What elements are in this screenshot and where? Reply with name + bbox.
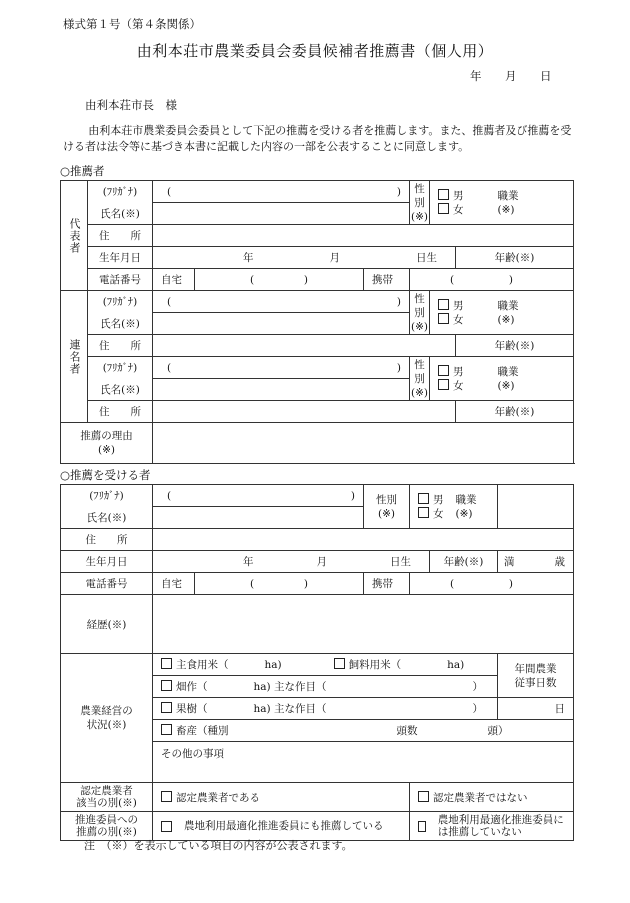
mobile-label: 携帯 xyxy=(364,269,410,291)
certified-label xyxy=(61,783,153,812)
feed-rice-checkbox[interactable] xyxy=(334,658,345,669)
annual-days-label xyxy=(498,654,574,698)
other-label: その他の事項 xyxy=(161,748,224,760)
birth-day: 日生 xyxy=(390,556,411,568)
r-mobile-field[interactable] xyxy=(410,573,574,595)
r-address-field[interactable] xyxy=(153,529,574,551)
furigana-label: (ﾌﾘｶﾞﾅ) xyxy=(88,181,153,203)
annual-days-text: 年間農業 xyxy=(514,662,557,675)
certified-yes-label: 認定農業者である xyxy=(176,791,260,804)
home-label: 自宅 xyxy=(153,269,195,291)
occupation-mark: (※) xyxy=(455,507,473,520)
male-checkbox[interactable] xyxy=(438,189,449,200)
orchard-crop-close: ） xyxy=(472,703,483,715)
name-label: 氏名(※) xyxy=(88,203,153,225)
joint2-gender-label xyxy=(410,357,430,401)
gender-mark: (※) xyxy=(411,386,428,399)
promo-no-checkbox[interactable] xyxy=(418,821,426,832)
annual-days-field[interactable] xyxy=(498,698,574,720)
paren-open: ( xyxy=(167,361,172,374)
recommender-table xyxy=(60,180,574,464)
address-field[interactable] xyxy=(153,225,574,247)
field-crop-label: 主な作目（ xyxy=(273,681,327,693)
joint-occupation-label xyxy=(498,291,574,335)
promo-yes[interactable] xyxy=(153,812,410,841)
promo-text2: 推薦の別(※) xyxy=(76,826,137,838)
r-furigana-field[interactable] xyxy=(153,485,364,507)
female-label: 女 xyxy=(453,379,464,392)
joint-name-label: 氏名(※) xyxy=(88,313,153,335)
female-checkbox[interactable] xyxy=(438,379,449,390)
joint2-address-label: 住 所 xyxy=(88,401,153,423)
female-checkbox[interactable] xyxy=(418,507,429,518)
birth-month: 月 xyxy=(329,252,340,264)
joint2-furigana-field[interactable] xyxy=(153,357,410,379)
address-label: 住 所 xyxy=(88,225,153,247)
reason-text: 推薦の理由 xyxy=(80,430,133,442)
certified-text: 認定農業者 xyxy=(80,785,133,797)
birth-day: 日生 xyxy=(416,252,437,264)
joint2-furigana-label: (ﾌﾘｶﾞﾅ) xyxy=(88,357,153,379)
r-birthdate-label: 生年月日 xyxy=(61,551,153,573)
promo-label xyxy=(61,812,153,841)
livestock-row[interactable] xyxy=(153,720,574,742)
r-occupation-field[interactable] xyxy=(498,485,574,529)
joint-label: 連名者 xyxy=(68,338,81,375)
paren-close: ) xyxy=(396,361,401,374)
female-checkbox[interactable] xyxy=(438,203,449,214)
occupation-text: 職業 xyxy=(497,299,519,312)
annual-days-unit: 日 xyxy=(554,703,565,715)
occupation-mark: (※) xyxy=(497,203,515,216)
r-home-phone-field[interactable] xyxy=(195,573,364,595)
promo-yes-checkbox[interactable] xyxy=(161,821,172,832)
female-checkbox[interactable] xyxy=(438,313,449,324)
mobile-field[interactable] xyxy=(410,269,574,291)
joint2-age-label: 年齢(※) xyxy=(456,401,574,423)
r-occupation-label xyxy=(456,485,498,529)
name-field[interactable] xyxy=(153,203,410,225)
promo-no-label: 農地利用最適化推進委員には推薦していない xyxy=(437,814,564,838)
birthdate-field[interactable] xyxy=(153,247,456,269)
r-gender-options[interactable] xyxy=(410,485,456,529)
date-day: 日 xyxy=(540,69,552,83)
certified-no-checkbox[interactable] xyxy=(418,791,429,802)
occupation-mark: (※) xyxy=(497,379,515,392)
birth-year: 年 xyxy=(243,252,254,264)
home-paren-open: ( xyxy=(250,273,255,286)
mobile-paren-close: ) xyxy=(508,577,513,590)
page-title: 由利本荘市農業委員会委員候補者推薦書（個人用） xyxy=(136,42,494,60)
male-label: 男 xyxy=(453,299,464,312)
orchard-checkbox[interactable] xyxy=(161,702,172,713)
male-checkbox[interactable] xyxy=(418,493,429,504)
joint-address-field[interactable] xyxy=(153,335,456,357)
intro-text: 由利本荘市農業委員会委員として下記の推薦を受ける者を推薦します。また、推薦者及び推薦を受ける者は法令等に基づき本書に記載した内容の一部を公表することに同意します。 xyxy=(63,124,572,153)
gender-mark: (※) xyxy=(411,210,428,223)
joint2-occupation-label xyxy=(498,357,574,401)
r-furigana-label: (ﾌﾘｶﾞﾅ) xyxy=(61,485,153,507)
age-label: 年齢(※) xyxy=(456,247,574,269)
promo-no[interactable] xyxy=(410,812,574,841)
birth-month: 月 xyxy=(316,556,327,568)
r-mobile-label: 携帯 xyxy=(364,573,410,595)
livestock-checkbox[interactable] xyxy=(161,724,172,735)
paren-open: ( xyxy=(167,489,172,502)
paren-open: ( xyxy=(167,185,172,198)
rice-ha: ha) xyxy=(264,659,282,671)
footnote: 注 （※）を表示している項目の内容が公表されます。 xyxy=(84,839,353,852)
r-age-label: 年齢(※) xyxy=(430,551,498,573)
joint-furigana-field[interactable] xyxy=(153,291,410,313)
livestock-head-close: 頭） xyxy=(487,725,509,737)
gender-text: 性別 xyxy=(414,358,425,385)
birth-year: 年 xyxy=(243,556,254,568)
livestock-label: 畜産（種別 xyxy=(176,725,229,737)
representative-label: 代表者 xyxy=(68,217,81,254)
female-label: 女 xyxy=(453,203,464,216)
gender-text: 性別 xyxy=(376,493,397,506)
occupation-text: 職業 xyxy=(497,365,519,378)
orchard-row[interactable] xyxy=(153,698,498,720)
gender-text: 性別 xyxy=(414,292,425,319)
r-birthdate-field[interactable] xyxy=(153,551,430,573)
joint2-address-field[interactable] xyxy=(153,401,456,423)
joint-gender-options[interactable] xyxy=(430,291,498,335)
field-checkbox[interactable] xyxy=(161,680,172,691)
paren-open: ( xyxy=(167,295,172,308)
r-name-field[interactable] xyxy=(153,507,364,529)
paren-close: ) xyxy=(396,185,401,198)
r-address-label: 住 所 xyxy=(61,529,153,551)
occupation-label xyxy=(498,181,574,225)
male-label: 男 xyxy=(453,189,464,202)
rice-checkbox[interactable] xyxy=(161,658,172,669)
reason-label xyxy=(61,423,153,464)
gender-mark: (※) xyxy=(411,320,428,333)
date-month: 月 xyxy=(505,69,517,83)
home-paren-open: ( xyxy=(250,577,255,590)
occupation-text: 職業 xyxy=(497,189,519,202)
orchard-crop-label: 主な作目（ xyxy=(273,703,327,715)
certified-no-label: 認定農業者ではない xyxy=(433,791,528,804)
r-home-label: 自宅 xyxy=(153,573,195,595)
certified-yes[interactable] xyxy=(153,783,410,812)
other-field[interactable] xyxy=(153,742,574,783)
male-checkbox[interactable] xyxy=(438,299,449,310)
age-full: 満 xyxy=(504,556,515,568)
representative-group xyxy=(61,181,88,291)
phone-label: 電話番号 xyxy=(88,269,153,291)
career-field[interactable] xyxy=(153,595,574,654)
joint-name-field[interactable] xyxy=(153,313,410,335)
gender-label xyxy=(410,181,430,225)
certified-yes-checkbox[interactable] xyxy=(161,791,172,802)
date-year: 年 xyxy=(470,69,482,83)
promo-yes-label: 農地利用最適化推進委員にも推薦している xyxy=(184,820,384,832)
mobile-paren-close: ) xyxy=(508,273,513,286)
gender-mark: (※) xyxy=(378,507,395,520)
livestock-head-label: 頭数 xyxy=(396,725,418,737)
occupation-mark: (※) xyxy=(497,313,515,326)
male-label: 男 xyxy=(433,493,444,506)
rice-row[interactable] xyxy=(153,654,498,676)
joint-furigana-label: (ﾌﾘｶﾞﾅ) xyxy=(88,291,153,313)
paren-close: ) xyxy=(350,489,355,502)
feed-rice-label: 飼料用米（ xyxy=(348,659,402,671)
gender-options[interactable] xyxy=(430,181,498,225)
joint-address-label: 住 所 xyxy=(88,335,153,357)
field-row[interactable] xyxy=(153,676,498,698)
age-sai: 歳 xyxy=(554,556,565,568)
orchard-label: 果樹（ xyxy=(176,703,208,715)
male-label: 男 xyxy=(453,365,464,378)
annual-days-text2: 従事日数 xyxy=(514,676,557,689)
career-label: 経歴(※) xyxy=(61,595,153,654)
male-checkbox[interactable] xyxy=(438,365,449,376)
gender-text: 性別 xyxy=(414,182,425,209)
joint-gender-label xyxy=(410,291,430,335)
rice-label: 主食用米（ xyxy=(176,659,229,671)
feed-rice-ha: ha) xyxy=(447,659,465,671)
promo-text: 推進委員への xyxy=(75,814,138,826)
mobile-paren-open: ( xyxy=(450,577,455,590)
joint-age-label: 年齢(※) xyxy=(456,335,574,357)
field-label: 畑作（ xyxy=(176,681,208,693)
reason-field[interactable] xyxy=(153,423,574,464)
recommendee-section-title: ○推薦を受ける者 xyxy=(60,468,151,482)
r-name-label: 氏名(※) xyxy=(61,507,153,529)
female-label: 女 xyxy=(433,507,444,520)
r-age-field[interactable] xyxy=(498,551,574,573)
recommender-section-title: ○推薦者 xyxy=(60,164,105,178)
form-number: 様式第１号（第４条関係） xyxy=(63,17,201,31)
home-phone-field[interactable] xyxy=(195,269,364,291)
field-crop-close: ） xyxy=(472,681,483,693)
field-ha: ha) xyxy=(253,681,271,693)
farm-status-text: 農業経営の xyxy=(80,705,133,717)
orchard-ha: ha) xyxy=(253,703,271,715)
r-phone-label: 電話番号 xyxy=(61,573,153,595)
reason-mark: (※) xyxy=(98,444,115,456)
joint2-name-label: 氏名(※) xyxy=(88,379,153,401)
recommendee-table xyxy=(60,484,574,841)
paren-close: ) xyxy=(396,295,401,308)
certified-text2: 該当の別(※) xyxy=(76,797,137,809)
birthdate-label: 生年月日 xyxy=(88,247,153,269)
furigana-field[interactable] xyxy=(153,181,410,203)
addressee: 由利本荘市長 様 xyxy=(85,98,177,112)
female-label: 女 xyxy=(453,313,464,326)
joint-group xyxy=(61,291,88,423)
home-paren-close: ) xyxy=(303,273,308,286)
joint2-name-field[interactable] xyxy=(153,379,410,401)
occupation-text: 職業 xyxy=(455,493,477,506)
farm-status-label xyxy=(61,654,153,783)
r-gender-label xyxy=(364,485,410,529)
farm-status-text2: 状況(※) xyxy=(86,719,127,731)
mobile-paren-open: ( xyxy=(450,273,455,286)
joint2-gender-options[interactable] xyxy=(430,357,498,401)
home-paren-close: ) xyxy=(303,577,308,590)
certified-no[interactable] xyxy=(410,783,574,812)
